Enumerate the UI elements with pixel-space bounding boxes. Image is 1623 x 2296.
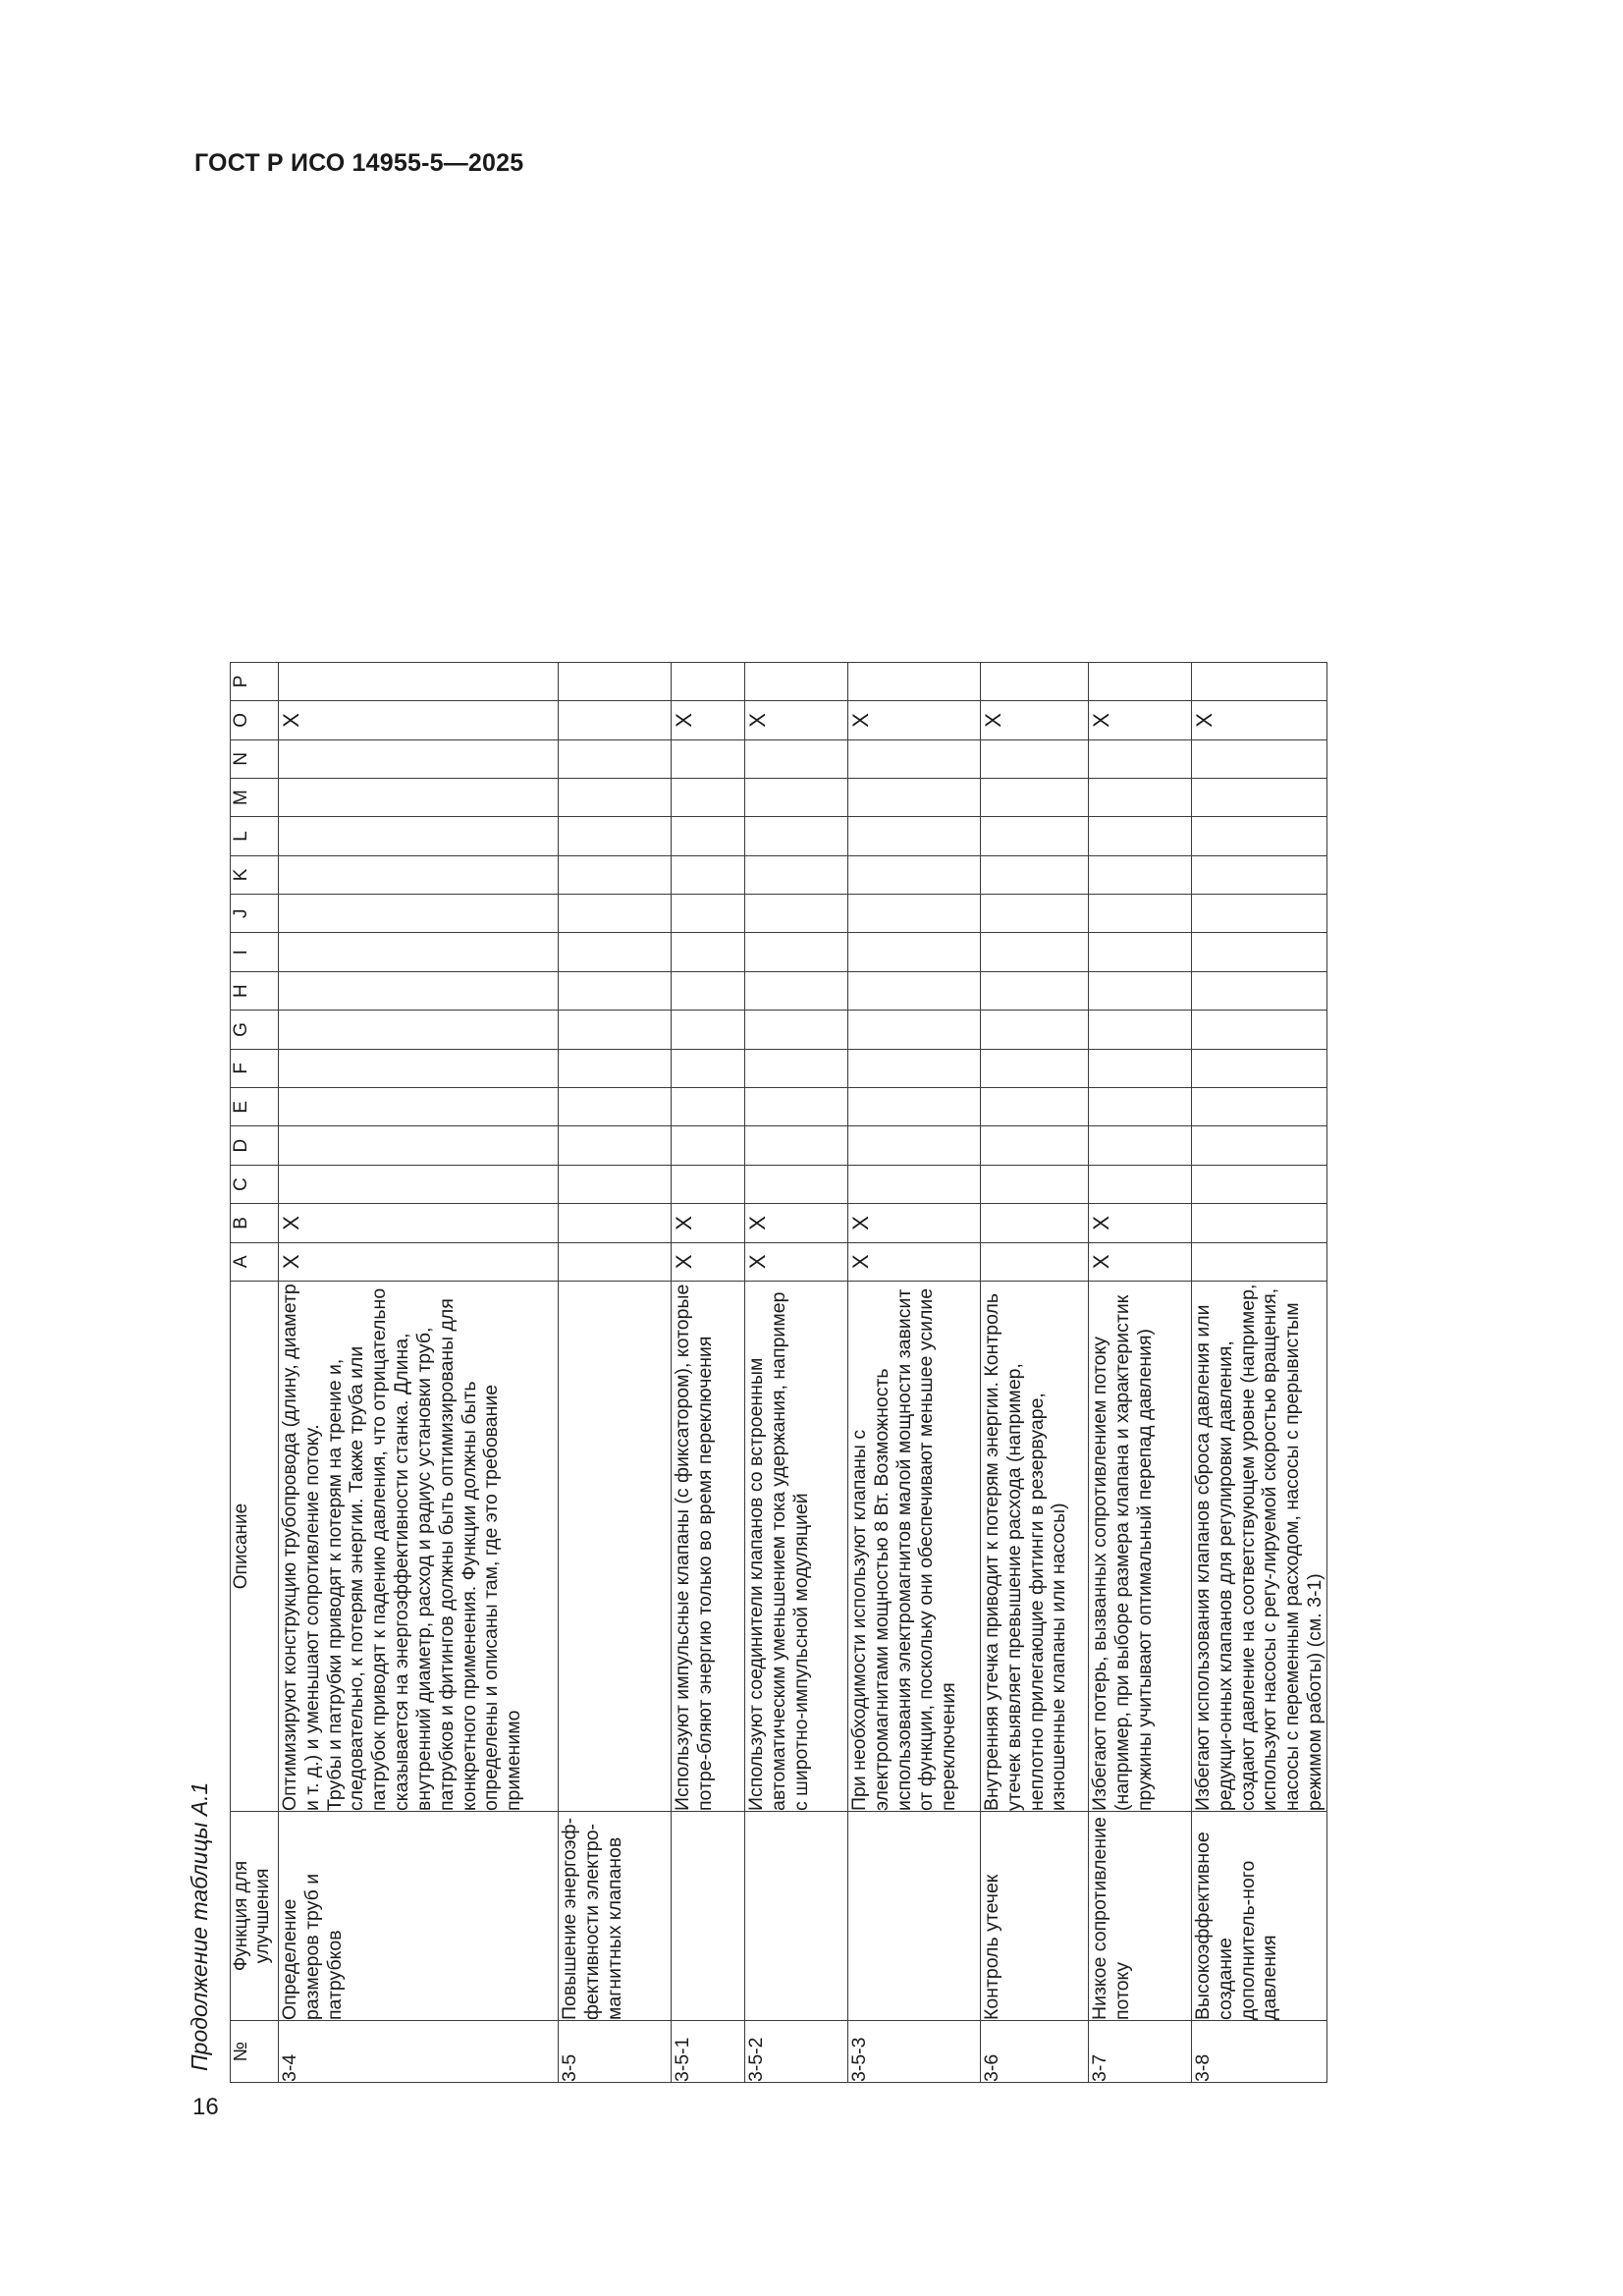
row-description	[559, 1282, 672, 1812]
empty-cell-d	[745, 1126, 848, 1165]
empty-cell-h	[279, 971, 559, 1010]
empty-cell-m	[1192, 778, 1327, 816]
empty-cell-a	[981, 1242, 1089, 1281]
empty-cell-l	[1089, 817, 1192, 855]
empty-cell-m	[279, 778, 559, 816]
empty-cell-i	[1192, 933, 1327, 971]
empty-cell-k	[672, 855, 745, 894]
empty-cell-j	[1192, 895, 1327, 933]
header-letter-b: B	[231, 1204, 279, 1242]
header-letter-k: K	[231, 855, 279, 894]
empty-cell-i	[672, 933, 745, 971]
mark-o: X	[672, 701, 745, 739]
empty-cell-l	[1192, 817, 1327, 855]
empty-cell-b	[1192, 1204, 1327, 1242]
empty-cell-j	[279, 895, 559, 933]
empty-cell-m	[848, 778, 981, 816]
empty-cell-c	[279, 1165, 559, 1203]
empty-cell-g	[279, 1011, 559, 1049]
mark-a: X	[745, 1242, 848, 1281]
page-number: 16	[192, 2094, 219, 2120]
row-number: 3-5-1	[672, 2021, 745, 2083]
empty-cell-a	[1192, 1242, 1327, 1281]
empty-cell-c	[848, 1165, 981, 1203]
empty-cell-l	[279, 817, 559, 855]
empty-cell-o	[559, 701, 672, 739]
description-paragraph: Избегают потерь, вызванных сопротивлением потоку (например, при выборе размера клапана и характеристик пружины учитывают оптимальный перепад давления)	[1089, 1294, 1156, 1811]
table-header-row	[231, 662, 279, 2082]
empty-cell-f	[279, 1049, 559, 1087]
header-letter-h: H	[231, 971, 279, 1010]
empty-cell-i	[279, 933, 559, 971]
empty-cell-e	[1089, 1088, 1192, 1126]
empty-cell-g	[672, 1011, 745, 1049]
row-description	[745, 1282, 848, 1812]
header-letter-c: C	[231, 1165, 279, 1203]
header-letter-g: G	[231, 1011, 279, 1049]
row-description	[1192, 1282, 1327, 1812]
table-caption: Продолжение таблицы А.1	[187, 1781, 212, 2071]
empty-cell-g	[1089, 1011, 1192, 1049]
empty-cell-h	[559, 971, 672, 1010]
row-number: 3-5-3	[848, 2021, 981, 2083]
empty-cell-n	[1089, 739, 1192, 778]
header-letter-j: J	[231, 895, 279, 933]
empty-cell-d	[848, 1126, 981, 1165]
empty-cell-p	[1192, 662, 1327, 700]
table-row	[1089, 662, 1192, 2082]
row-function: Определение размеров труб и патрубков	[279, 1812, 559, 2021]
mark-b: X	[672, 1204, 745, 1242]
header-letter-l: L	[231, 817, 279, 855]
empty-cell-f	[672, 1049, 745, 1087]
empty-cell-p	[981, 662, 1089, 700]
empty-cell-k	[745, 855, 848, 894]
empty-cell-p	[279, 662, 559, 700]
empty-cell-n	[279, 739, 559, 778]
empty-cell-k	[981, 855, 1089, 894]
empty-cell-m	[1089, 778, 1192, 816]
row-function	[745, 1812, 848, 2021]
empty-cell-g	[981, 1011, 1089, 1049]
row-number: 3-5-2	[745, 2021, 848, 2083]
empty-cell-m	[745, 778, 848, 816]
mark-o: X	[279, 701, 559, 739]
row-description	[672, 1282, 745, 1812]
empty-cell-f	[1089, 1049, 1192, 1087]
empty-cell-f	[1192, 1049, 1327, 1087]
empty-cell-h	[745, 971, 848, 1010]
empty-cell-n	[981, 739, 1089, 778]
empty-cell-h	[1192, 971, 1327, 1010]
row-number: 3-5	[559, 2021, 672, 2083]
empty-cell-j	[981, 895, 1089, 933]
mark-b: X	[279, 1204, 559, 1242]
empty-cell-n	[745, 739, 848, 778]
row-function	[672, 1812, 745, 2021]
empty-cell-n	[672, 739, 745, 778]
row-function: Высокоэффективное создание дополнитель-ного давления	[1192, 1812, 1327, 2021]
row-number: 3-4	[279, 2021, 559, 2083]
header-letter-d: D	[231, 1126, 279, 1165]
empty-cell-m	[981, 778, 1089, 816]
header-letter-a: A	[231, 1242, 279, 1281]
table-row	[981, 662, 1089, 2082]
description-paragraph: Внутренняя утечка приводит к потерям энергии. Контроль утечек выявляет превышение расхода (например, неплотно прилегающие фитинги в резервуаре, изношенные клапаны или насосы)	[981, 1292, 1070, 1811]
empty-cell-f	[745, 1049, 848, 1087]
empty-cell-i	[559, 933, 672, 971]
empty-cell-p	[1089, 662, 1192, 700]
empty-cell-k	[1192, 855, 1327, 894]
header-letter-f: F	[231, 1049, 279, 1087]
row-function: Контроль утечек	[981, 1812, 1089, 2021]
row-function: Низкое сопротивление потоку	[1089, 1812, 1192, 2021]
empty-cell-d	[1089, 1126, 1192, 1165]
header-letter-p: P	[231, 662, 279, 700]
table-row	[848, 662, 981, 2082]
empty-cell-a	[559, 1242, 672, 1281]
header-function: Функция для улучшения	[231, 1812, 279, 2021]
empty-cell-e	[1192, 1088, 1327, 1126]
empty-cell-m	[559, 778, 672, 816]
header-letter-m: M	[231, 778, 279, 816]
empty-cell-p	[672, 662, 745, 700]
row-function: Повышение энергоэф-фективности электро-магнитных клапанов	[559, 1812, 672, 2021]
empty-cell-k	[1089, 855, 1192, 894]
empty-cell-d	[672, 1126, 745, 1165]
empty-cell-n	[1192, 739, 1327, 778]
improvement-functions-table	[230, 662, 1327, 2083]
header-letter-o: O	[231, 701, 279, 739]
empty-cell-e	[745, 1088, 848, 1126]
empty-cell-c	[1192, 1165, 1327, 1203]
mark-a: X	[848, 1242, 981, 1281]
empty-cell-h	[1089, 971, 1192, 1010]
empty-cell-f	[559, 1049, 672, 1087]
empty-cell-m	[672, 778, 745, 816]
description-paragraph: При необходимости используют клапаны с электромагнитами мощностью 8 Вт. Возможность использования электромагнитов малой мощности зависит от функции, поскольку они обеспечивают меньшее усилие переключения	[848, 1287, 960, 1811]
header-letter-n: N	[231, 739, 279, 778]
empty-cell-e	[672, 1088, 745, 1126]
empty-cell-b	[981, 1204, 1089, 1242]
empty-cell-g	[1192, 1011, 1327, 1049]
row-description	[279, 1282, 559, 1812]
row-description	[848, 1282, 981, 1812]
empty-cell-p	[559, 662, 672, 700]
empty-cell-e	[981, 1088, 1089, 1126]
header-letter-e: E	[231, 1088, 279, 1126]
empty-cell-c	[672, 1165, 745, 1203]
empty-cell-c	[745, 1165, 848, 1203]
empty-cell-d	[981, 1126, 1089, 1165]
empty-cell-l	[559, 817, 672, 855]
row-function	[848, 1812, 981, 2021]
table-row	[745, 662, 848, 2082]
rotated-table-block	[179, 227, 1401, 2083]
empty-cell-d	[279, 1126, 559, 1165]
empty-cell-d	[559, 1126, 672, 1165]
empty-cell-i	[981, 933, 1089, 971]
empty-cell-i	[745, 933, 848, 971]
mark-o: X	[981, 701, 1089, 739]
mark-o: X	[1192, 701, 1327, 739]
table-row	[672, 662, 745, 2082]
empty-cell-j	[848, 895, 981, 933]
description-paragraph: Избегают использования клапанов сброса давления или редукци-онных клапанов для регулировки давления, создают давление на соответствующем уровне (например, используют насосы с регу-лируемой скоростью вращения, насосы с переменным расходом, насосы с прерывистым режимом работы) (см. 3-1)	[1192, 1284, 1326, 1811]
empty-cell-h	[981, 971, 1089, 1010]
mark-o: X	[745, 701, 848, 739]
empty-cell-j	[1089, 895, 1192, 933]
header-description: Описание	[231, 1282, 279, 1812]
row-number: 3-6	[981, 2021, 1089, 2083]
empty-cell-d	[1192, 1126, 1327, 1165]
row-number: 3-7	[1089, 2021, 1192, 2083]
empty-cell-i	[1089, 933, 1192, 971]
row-number: 3-8	[1192, 2021, 1327, 2083]
empty-cell-c	[981, 1165, 1089, 1203]
row-description	[1089, 1282, 1192, 1812]
empty-cell-l	[848, 817, 981, 855]
mark-b: X	[848, 1204, 981, 1242]
mark-b: X	[1089, 1204, 1192, 1242]
empty-cell-g	[559, 1011, 672, 1049]
description-paragraph: Трубы и патрубки приводят к потерям на трение и, следовательно, к потерям энергии. Также труба или патрубок приводят к падению давления, что отрицательно сказывается на энергоэффективности станка. Длина, внутренний диаметр, расход и радиус установки труб, патрубков и фитингов должны быть оптимизированы для конкретного применения. Функции должны быть определены и описаны там, где это требование применимо	[323, 1287, 525, 1811]
empty-cell-g	[745, 1011, 848, 1049]
empty-cell-h	[672, 971, 745, 1010]
empty-cell-e	[848, 1088, 981, 1126]
header-letter-i: I	[231, 933, 279, 971]
empty-cell-l	[745, 817, 848, 855]
empty-cell-e	[559, 1088, 672, 1126]
empty-cell-p	[745, 662, 848, 700]
empty-cell-k	[279, 855, 559, 894]
row-description	[981, 1282, 1089, 1812]
mark-a: X	[1089, 1242, 1192, 1281]
empty-cell-p	[848, 662, 981, 700]
empty-cell-l	[981, 817, 1089, 855]
empty-cell-h	[848, 971, 981, 1010]
mark-o: X	[848, 701, 981, 739]
empty-cell-f	[848, 1049, 981, 1087]
mark-b: X	[745, 1204, 848, 1242]
empty-cell-k	[848, 855, 981, 894]
empty-cell-g	[848, 1011, 981, 1049]
empty-cell-i	[848, 933, 981, 971]
empty-cell-n	[559, 739, 672, 778]
header-num: №	[231, 2021, 279, 2083]
mark-a: X	[279, 1242, 559, 1281]
description-paragraph: Оптимизируют конструкцию трубопровода (длину, диаметр и т. д.) и уменьшают сопротивление потоку.	[279, 1284, 323, 1811]
empty-cell-k	[559, 855, 672, 894]
mark-o: X	[1089, 701, 1192, 739]
description-paragraph: Используют соединители клапанов со встроенным автоматическим уменьшением тока удержания, например с широтно-импульсной модуляцией	[745, 1291, 812, 1811]
table-row	[1192, 662, 1327, 2082]
empty-cell-j	[559, 895, 672, 933]
mark-a: X	[672, 1242, 745, 1281]
empty-cell-c	[1089, 1165, 1192, 1203]
table-row	[559, 662, 672, 2082]
description-paragraph: Используют импульсные клапаны (с фиксатором), которые потре-бляют энергию только во время переключения	[672, 1284, 716, 1811]
empty-cell-j	[672, 895, 745, 933]
empty-cell-c	[559, 1165, 672, 1203]
empty-cell-n	[848, 739, 981, 778]
empty-cell-b	[559, 1204, 672, 1242]
document-header: ГОСТ Р ИСО 14955-5—2025	[194, 149, 524, 177]
table-row	[279, 662, 559, 2082]
empty-cell-f	[981, 1049, 1089, 1087]
empty-cell-l	[672, 817, 745, 855]
empty-cell-j	[745, 895, 848, 933]
empty-cell-e	[279, 1088, 559, 1126]
